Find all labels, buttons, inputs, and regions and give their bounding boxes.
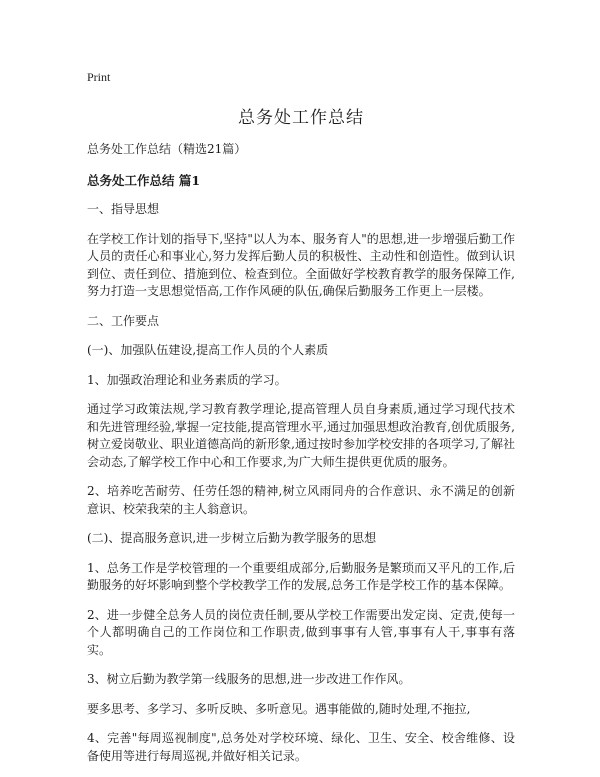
item-political-study: 1、加强政治理论和业务素质的学习。 xyxy=(87,372,287,387)
paragraph-guiding-ideology: 在学校工作计划的指导下,坚持"以人为本、服务育人"的思想,进一步增强后勤工作人员的责任心和事业心,努力发挥后勤人员的积极性、主动性和创造性。做到认识到位、责任到位、措施到位、检查到位。全面做好学校教育教学的服务保障工作,努力打造一支思想觉悟高,工作作风硬的队伍,确保后勤服务工作更上一层楼。 xyxy=(87,231,515,298)
item-weekly-inspection: 4、完善"每周巡视制度",总务处对学校环境、绿化、卫生、安全、校舍维修、设备使用等进行每周巡视,并做好相关记录。 xyxy=(87,731,515,763)
print-link[interactable]: Print xyxy=(87,70,111,84)
item-general-affairs-role: 1、总务工作是学校管理的一个重要组成部分,后勤服务是繁琐而又平凡的工作,后勤服务的好坏影响到整个学校教学工作的发展,总务工作是学校工作的基本保障。 xyxy=(87,560,515,592)
paragraph-think-learn: 要多思考、多学习、多听反映、多听意见。遇事能做的,随时处理,不拖拉, xyxy=(87,701,471,716)
paragraph-study-details: 通过学习政策法规,学习教育教学理论,提高管理人员自身素质,通过学习现代技术和先进管理经验,掌握一定技能,提高管理水平,通过加强思想政治教育,创优质服务,树立爱岗敬业、职业道德高尚的新形象,通过按时参加学校安排的各项学习,了解社会动态,了解学校工作中心和工作要求,为广大师生提供更优质的服务。 xyxy=(87,402,515,469)
heading-guiding-ideology: 一、指导思想 xyxy=(87,202,160,216)
document-page xyxy=(87,66,515,777)
document-subtitle: 总务处工作总结（精选21篇） xyxy=(87,142,247,156)
item-job-responsibility: 2、进一步健全总务人员的岗位责任制,要从学校工作需要出发定岗、定责,使每一个人都明确自己的工作岗位和工作职责,做到事事有人管,事事有人干,事事有落实。 xyxy=(87,607,515,657)
item-hardworking-spirit: 2、培养吃苦耐劳、任劳任怨的精神,树立风雨同舟的合作意识、永不满足的创新意识、校荣我荣的主人翁意识。 xyxy=(87,484,515,516)
item-frontline-service: 3、树立后勤为教学第一线服务的思想,进一步改进工作作风。 xyxy=(87,672,411,686)
page-title: 总务处工作总结 xyxy=(238,108,364,128)
heading-work-points: 二、工作要点 xyxy=(87,313,160,328)
subheading-service-awareness: (二)、提高服务意识,进一步树立后勤为教学服务的思想 xyxy=(87,531,377,545)
subheading-team-building: (一)、加强队伍建设,提高工作人员的个人素质 xyxy=(87,343,329,357)
section-heading: 总务处工作总结 篇1 xyxy=(87,173,201,188)
